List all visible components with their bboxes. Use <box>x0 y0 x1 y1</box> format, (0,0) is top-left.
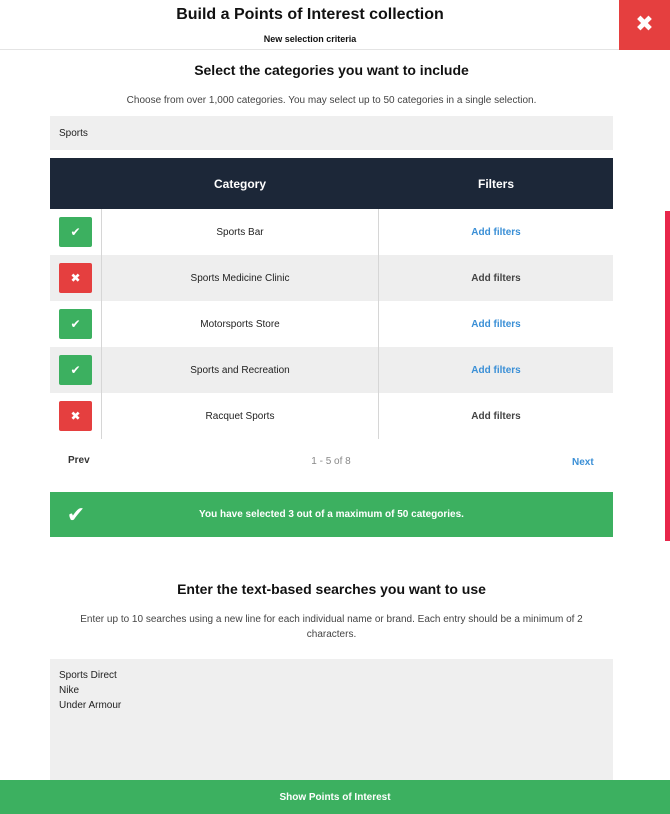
add-filters-link[interactable]: Add filters <box>471 226 521 238</box>
header-select-col <box>50 158 101 209</box>
close-x-icon: ✖ <box>635 12 654 37</box>
filters-cell <box>379 347 613 393</box>
selected-toggle-button[interactable] <box>59 309 92 339</box>
searches-title: Enter the text-based searches you want to use <box>177 581 486 597</box>
header-category: Category <box>213 176 266 191</box>
prev-page-button[interactable]: Prev <box>68 455 90 466</box>
category-name: Sports and Recreation <box>101 347 379 393</box>
selected-toggle-button[interactable] <box>59 217 92 247</box>
add-filters-link[interactable]: Add filters <box>471 272 521 284</box>
table-row <box>50 209 613 255</box>
filters-cell <box>379 255 613 301</box>
cross-icon: ✖ <box>70 271 81 285</box>
searches-description: Enter up to 10 searches using a new line for each individual name or brand. Each entry should be a minimum of 2 characters. <box>80 614 583 640</box>
select-cell <box>50 347 101 393</box>
select-cell <box>50 255 101 301</box>
category-name: Sports Medicine Clinic <box>101 255 379 301</box>
category-search-input[interactable] <box>50 116 613 150</box>
deselected-toggle-button[interactable] <box>59 263 92 293</box>
select-cell <box>50 393 101 439</box>
filters-cell <box>379 393 613 439</box>
categories-table <box>50 158 613 439</box>
table-row <box>50 255 613 301</box>
selected-toggle-button[interactable] <box>59 355 92 385</box>
close-button[interactable] <box>619 0 670 50</box>
selection-status-banner <box>50 492 613 537</box>
table-row <box>50 393 613 439</box>
modal-subtitle: New selection criteria <box>263 34 357 44</box>
deselected-toggle-button[interactable] <box>59 401 92 431</box>
modal-title: Build a Points of Interest collection <box>176 6 444 23</box>
select-cell <box>50 301 101 347</box>
table-row <box>50 301 613 347</box>
selection-status-text: You have selected 3 out of a maximum of 50 categories. <box>199 509 464 520</box>
add-filters-link[interactable]: Add filters <box>471 364 521 376</box>
category-name: Sports Bar <box>101 209 379 255</box>
check-icon: ✔ <box>70 317 81 331</box>
add-filters-link[interactable]: Add filters <box>471 318 521 330</box>
category-name: Racquet Sports <box>101 393 379 439</box>
categories-description: Choose from over 1,000 categories. You may select up to 50 categories in a single selection. <box>126 95 537 106</box>
cross-icon: ✖ <box>70 409 81 423</box>
table-body <box>50 209 613 439</box>
check-icon: ✔ <box>70 225 81 239</box>
pagination-info: 1 - 5 of 8 <box>311 456 351 467</box>
filters-cell <box>379 301 613 347</box>
table-header <box>50 158 613 209</box>
scroll-indicator[interactable] <box>665 211 670 541</box>
check-icon: ✔ <box>66 502 86 528</box>
check-icon: ✔ <box>70 363 81 377</box>
select-cell <box>50 209 101 255</box>
categories-title: Select the categories you want to include <box>194 62 469 78</box>
filters-cell <box>379 209 613 255</box>
add-filters-link[interactable]: Add filters <box>471 410 521 422</box>
category-name: Motorsports Store <box>101 301 379 347</box>
show-points-of-interest-button[interactable]: Show Points of Interest <box>0 780 670 814</box>
modal-header <box>0 0 670 50</box>
table-row <box>50 347 613 393</box>
text-searches-input[interactable] <box>50 659 613 780</box>
next-page-button[interactable]: Next <box>572 457 594 468</box>
header-filters: Filters <box>477 176 514 191</box>
